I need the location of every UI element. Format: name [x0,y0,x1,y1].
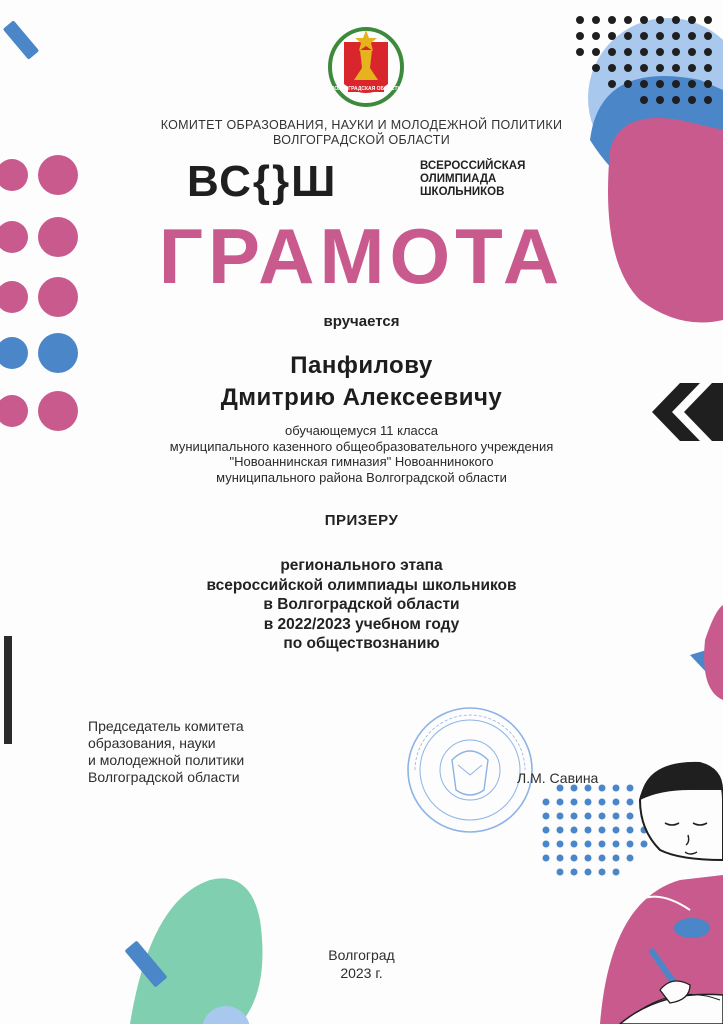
school-line: обучающемуся 11 класса [285,423,438,438]
signer-name: Л.М. Савина [517,770,599,786]
school-line: муниципального района Волгоградской области [216,469,507,485]
logo-text: ВС{}Ш [187,157,338,206]
school-line: муниципального казенного общеобразовательного учреждения [169,438,554,454]
decor-blue-stroke [3,20,39,60]
subtitle-line: ВСЕРОССИЙСКАЯ [420,160,526,172]
issuer-name [0,118,723,148]
signer-line: Председатель комитета [88,718,244,734]
signer-line: Волгоградской области [88,769,240,785]
year-line: 2023 г. [340,965,383,981]
recipient-given-name: Дмитрию Алексеевичу [220,384,503,411]
place-line: Волгоград [328,947,395,963]
recipient-name [0,350,723,414]
event-line: регионального этапа [280,557,443,574]
region-emblem [330,29,402,105]
recipient-surname: Панфилову [290,352,433,379]
event-line: в 2022/2023 учебном году [263,615,460,633]
school-info [0,423,723,485]
signer-line: образования, науки [88,735,216,751]
prize-status: ПРИЗЕРУ [324,512,399,529]
signer-position [88,718,244,786]
certificate-heading: ГРАМОТА [158,212,565,300]
decor-dot-grid-bottom [543,785,648,876]
olympiad-subtitle [420,160,525,199]
signer-line: и молодежной политики [88,752,245,768]
olympiad-logo [187,157,338,206]
issuer-line: КОМИТЕТ ОБРАЗОВАНИЯ, НАУКИ И МОЛОДЕЖНОЙ ПОЛИТИКИ [160,118,563,132]
event-line: по обществознанию [283,635,440,652]
issuer-line: ВОЛГОГРАДСКОЙ ОБЛАСТИ [272,133,451,147]
event-line: в Волгоградской области [263,596,460,613]
school-line: "Новоаннинская гимназия" Новоаннинокого [229,454,494,469]
subtitle-line: ОЛИМПИАДА [420,173,497,185]
official-seal [408,708,532,832]
place-and-year [0,946,723,982]
event-description [0,556,723,654]
awarded-to-label: вручается [323,313,400,330]
event-line: всероссийской олимпиады школьников [206,576,517,594]
emblem-label: ВОЛГОГРАДСКАЯ ОБЛАСТЬ [330,86,402,92]
subtitle-line: ШКОЛЬНИКОВ [420,186,505,198]
